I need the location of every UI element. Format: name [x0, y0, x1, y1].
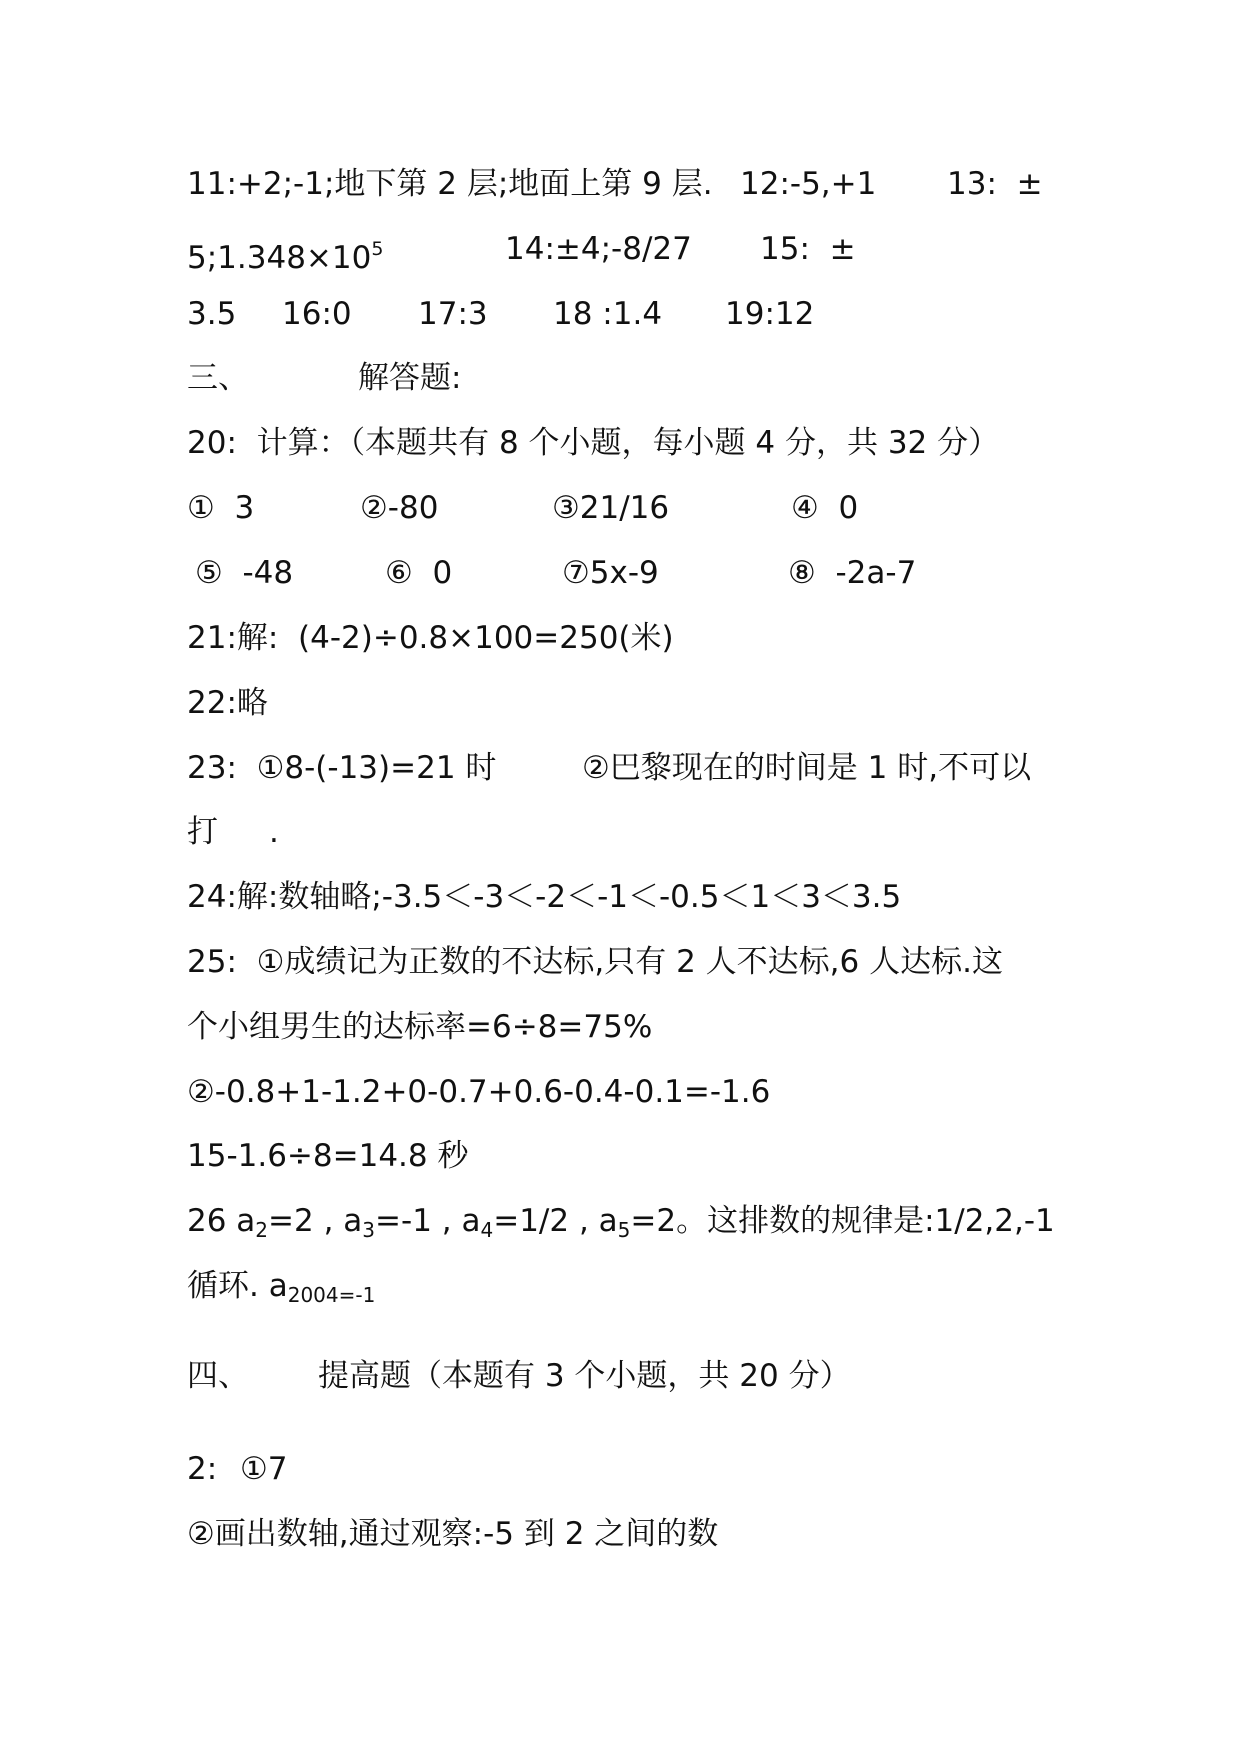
answer-2-1: ①7: [240, 1451, 288, 1487]
answer-15-end: 3.5: [187, 296, 237, 332]
answer-22: [187, 683, 268, 723]
subscript: 2: [255, 1218, 269, 1242]
answer-26-text-2: [187, 1266, 375, 1315]
answer-25-text-4: 15-1.6÷8=14.8 秒: [187, 1138, 469, 1174]
subscript: 2004=-1: [287, 1283, 376, 1307]
answer-20-row-1: [187, 488, 859, 528]
answer-20-6: ⑥ 0: [385, 555, 453, 591]
answer-20-7: ⑦5x-9: [562, 555, 659, 591]
answer-16: 16:0: [282, 296, 352, 332]
answer-23-end-period: .: [269, 814, 279, 850]
answer-26-text-1: [187, 1201, 1055, 1250]
text-part: =-1 , a: [375, 1203, 481, 1239]
answer-20-3: ③21/16: [552, 490, 670, 526]
answer-13-value: 5;1.348×10: [187, 240, 372, 276]
answer-19: 19:12: [725, 296, 815, 332]
answer-13-start: 13: ±: [947, 166, 1043, 202]
answer-24: [187, 877, 902, 917]
answer-23-end-word: 打: [187, 814, 218, 850]
answer-23: [187, 748, 1032, 788]
answer-17: 17:3: [418, 296, 488, 332]
question-number: 2:: [187, 1451, 218, 1487]
answer-14: 14:±4;-8/27: [505, 231, 692, 267]
answer-25-line-1: [187, 942, 1003, 982]
section-number: 三、: [187, 360, 249, 396]
answer-line-11-13: [187, 164, 1043, 204]
section-number: 四、: [187, 1358, 249, 1394]
subscript: 5: [617, 1218, 631, 1242]
answer-21: [187, 618, 674, 658]
section-4-heading: [187, 1356, 851, 1396]
text-part: =1/2 , a: [493, 1203, 618, 1239]
answer-20-5: ⑤ -48: [195, 555, 294, 591]
answer-22-text: 22:略: [187, 685, 268, 721]
improve-answer-2: [187, 1449, 288, 1489]
answer-2-2: ②画出数轴,通过观察:-5 到 2 之间的数: [187, 1516, 719, 1552]
answer-12: 12:-5,+1: [740, 166, 877, 202]
text-part: =2 , a: [268, 1203, 363, 1239]
answer-26-line-2: [187, 1266, 376, 1307]
section-title: 解答题:: [358, 360, 462, 396]
answer-25-text-3: ②-0.8+1-1.2+0-0.7+0.6-0.4-0.1=-1.6: [187, 1074, 771, 1110]
text-part: =2。这排数的规律是:1/2,2,-1: [630, 1203, 1055, 1239]
answer-25-text-1: 25: ①成绩记为正数的不达标,只有 2 人不达标,6 人达标.这: [187, 944, 1003, 980]
answer-20-row-2: [187, 553, 917, 593]
answer-20-title: 20: 计算：（本题共有 8 个小题，每小题 4 分，共 32 分）: [187, 425, 1000, 461]
answer-25-line-2: [187, 1007, 653, 1047]
exponent: 5: [371, 238, 384, 260]
answer-18: 18 :1.4: [553, 296, 663, 332]
answer-21-text: 21:解: (4-2)÷0.8×100=250(米): [187, 620, 674, 656]
answer-20-4: ④ 0: [791, 490, 859, 526]
answer-23-1: 23: ①8-(-13)=21 时: [187, 750, 497, 786]
answer-11: 11:+2;-1;地下第 2 层;地面上第 9 层.: [187, 166, 713, 202]
text-part: 26 a: [187, 1203, 256, 1239]
answer-23-continued: [187, 812, 279, 852]
answer-20-2: ②-80: [360, 490, 439, 526]
subscript: 3: [362, 1218, 376, 1242]
answer-23-2: ②巴黎现在的时间是 1 时,不可以: [582, 750, 1032, 786]
answer-26-line-1: [187, 1201, 1055, 1242]
answer-20-8: ⑧ -2a-7: [788, 555, 917, 591]
answer-24-text: 24:解:数轴略;-3.5＜-3＜-2＜-1＜-0.5＜1＜3＜3.5: [187, 879, 902, 915]
answer-20-heading: [187, 423, 1000, 463]
subscript: 4: [480, 1218, 494, 1242]
answer-25-line-3: [187, 1072, 771, 1112]
answer-20-1: ① 3: [187, 490, 255, 526]
answer-line-15-19: [187, 294, 815, 334]
answer-25-line-4: [187, 1136, 469, 1176]
answer-25-text-2: 个小组男生的达标率=6÷8=75%: [187, 1009, 653, 1045]
text-part: 循环. a: [187, 1268, 288, 1304]
answer-15-start: 15: ±: [760, 231, 856, 267]
section-title: 提高题（本题有 3 个小题，共 20 分）: [318, 1358, 851, 1394]
answer-13-end: [187, 229, 383, 278]
improve-answer-2-part-2: [187, 1514, 719, 1554]
section-3-heading: [187, 358, 462, 398]
